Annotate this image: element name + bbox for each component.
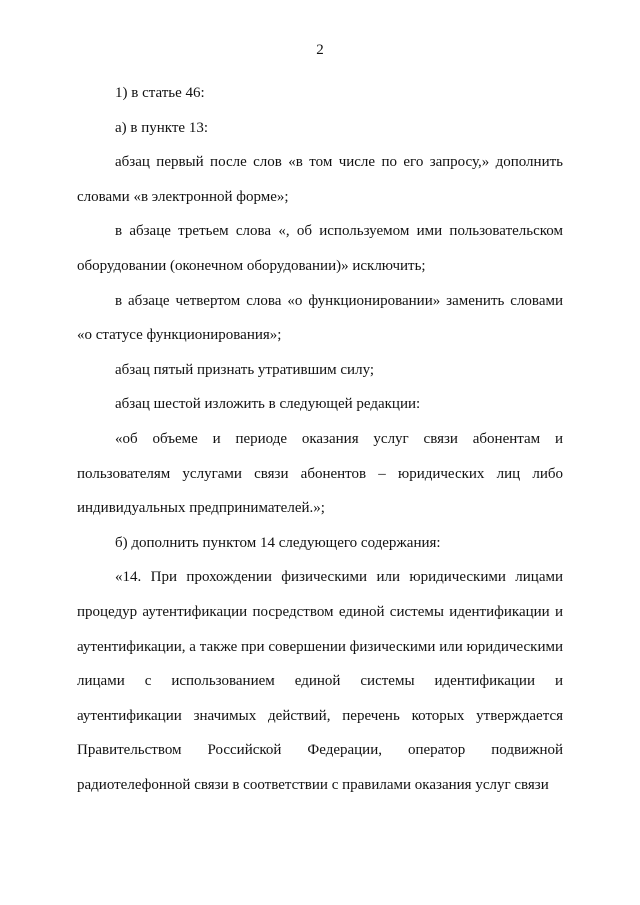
paragraph-fourth-abzac: в абзаце четвертом слова «о функционировании» заменить словами «о статусе функционирования»; [77, 292, 563, 344]
paragraph-fifth-abzac: абзац пятый признать утратившим силу; [115, 361, 375, 378]
paragraph-first-abzac: абзац первый после слов «в том числе по его запросу,» дополнить словами «в электронной форме»; [77, 154, 563, 205]
paragraph-third-abzac: в абзаце третьем слова «, об используемом ими пользовательском оборудовании (оконечном оборудовании)» исключить; [77, 223, 563, 274]
page-number: 2 [316, 42, 324, 58]
paragraph-point-14: б) дополнить пунктом 14 следующего содержания: [115, 534, 441, 551]
paragraph-article-46: 1) в статье 46: [115, 85, 205, 101]
paragraph-point-14-text: «14. При прохождении физическими или юридическими лицами процедур аутентификации посредством единой системы идентификации и аутентификации, а также при совершении физическими или юридическими лицами с использованием единой системы идентификации и аутентификации значимых действий, перечень которых утверждается Правительством Российской Федерации, оператор подвижной радиотелефонной связи в соответствии с правилами оказания услуг связи [77, 569, 563, 793]
paragraph-sixth-abzac-text: «об объеме и периоде оказания услуг связи абонентам и пользователям услугами связи абонентов – юридических лиц либо индивидуальных предпринимателей.»; [77, 430, 563, 517]
paragraph-sixth-abzac: абзац шестой изложить в следующей редакции: [115, 396, 421, 413]
document-body [77, 76, 563, 802]
paragraph-point-13: а) в пункте 13: [115, 119, 209, 136]
